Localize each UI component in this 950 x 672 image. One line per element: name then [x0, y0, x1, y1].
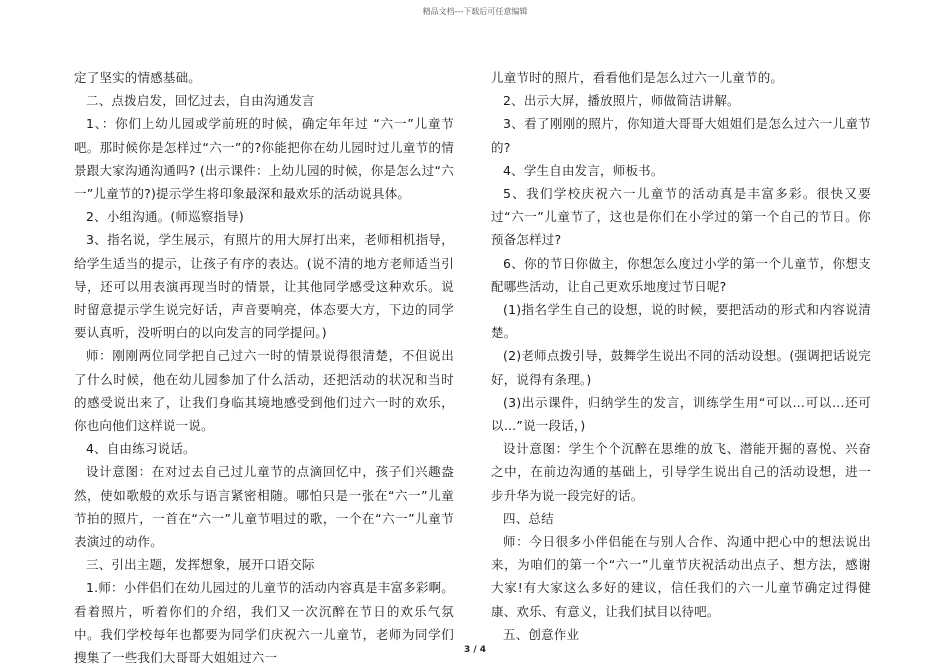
right-column: [491, 66, 871, 646]
left-column: [74, 66, 454, 669]
paragraph: 师：今日很多小伴侣能在与别人合作、沟通中把心中的想法说出来，为咱们的第一个“六一”儿童节庆祝活动出点子、想方法，感谢大家!有大家这么多好的建议，信任我们的六一儿童节确定过得健康、欢乐、有意义，让我们拭目以待吧。: [491, 534, 871, 619]
paragraph: 3、看了刚刚的照片，你知道大哥哥大姐姐们是怎么过六一儿童节的?: [491, 116, 871, 155]
paragraph: 二、点拨启发，回忆过去，自由沟通发言: [86, 93, 315, 109]
paragraph: 1.师：小伴侣们在幼儿园过的儿童节的活动内容真是丰富多彩啊。看着照片，听着你们的介绍，我们又一次沉醉在节日的欢乐气氛中。我们学校每年也都要为同学们庆祝六一儿童节，老师为同学们搜集了一些我们大哥哥大姐姐过六一: [74, 580, 454, 666]
paragraph: 4、自由练习说话。: [86, 441, 196, 457]
paragraph: 四、总结: [503, 510, 554, 526]
paragraph: 设计意图：在对过去自己过儿童节的点滴回忆中，孩子们兴趣盎然，使如歌般的欢乐与语言紧密相随。哪怕只是一张在“六一”儿童节拍的照片，一首在“六一”儿童节唱过的歌，一个在“六一”儿童节表演过的动作。: [74, 464, 454, 550]
page-header: 精品文档---下载后可任意编辑: [422, 7, 528, 16]
page-number: 3 / 4: [463, 645, 487, 655]
paragraph: 五、创意作业: [503, 626, 580, 642]
paragraph: 师：刚刚两位同学把自己过六一时的情景说得很清楚，不但说出了什么时候，他在幼儿园参加了什么活动，还把活动的状况和当时的感受说出来了，让我们身临其境地感受到他们过六一时的欢乐，你也向他们这样说一说。: [74, 348, 454, 434]
paragraph: 2、出示大屏，播放照片，师做简洁讲解。: [503, 93, 740, 109]
paragraph: 6、你的节日你做主，你想怎么度过小学的第一个儿童节，你想支配哪些活动，让自己更欢乐地度过节日呢?: [491, 255, 871, 294]
paragraph: 3、指名说，学生展示，有照片的用大屏打出来，老师相机指导，给学生适当的提示，让孩子有序的表达。(说不清的地方老师适当引导，还可以用表演再现当时的情景，让其他同学感受这种欢乐。说时留意提示学生说完好话，声音要响亮，体态要大方，下边的同学要认真听，没听明白的以向发言的同学提问。): [74, 232, 454, 341]
paragraph: 设计意图：学生个个沉醉在思维的放飞、潜能开掘的喜悦、兴奋之中，在前边沟通的基础上，引导学生说出自己的活动设想，进一步升华为说一段完好的话。: [491, 441, 871, 503]
paragraph: 4、学生自由发言，师板书。: [503, 162, 664, 178]
paragraph: 定了坚实的情感基础。: [74, 70, 202, 85]
paragraph: 1、：你们上幼儿园或学前班的时候，确定年年过 “六一”儿童节吧。那时候你是怎样过“六一”的?你能把你在幼儿园时过儿童节的情景跟大家沟通沟通吗? (出示课件：上幼儿园的时候，你是怎么过“六一”儿童节的?)提示学生将印象最深和最欢乐的活动说具体。: [74, 116, 454, 202]
paragraph: (3)出示课件，归纳学生的发言，训练学生用“可以…可以…还可以…”说一段话，): [491, 394, 871, 434]
paragraph: 儿童节时的照片，看看他们是怎么过六一儿童节的。: [491, 70, 784, 85]
paragraph: 三、引出主题，发挥想象，展开口语交际: [86, 557, 315, 573]
paragraph: (2)老师点拨引导，鼓舞学生说出不同的活动设想。(强调把话说完好，说得有条理。): [491, 348, 871, 387]
paragraph: (1)指名学生自己的设想，说的时候，要把活动的形式和内容说清楚。: [491, 302, 871, 341]
paragraph: 5、我们学校庆祝六一儿童节的活动真是丰富多彩。很快又要过“六一”儿童节了，这也是你们在小学过的第一个自己的节日。你预备怎样过?: [491, 186, 871, 248]
paragraph: 2、小组沟通。(师巡察指导): [86, 209, 245, 225]
